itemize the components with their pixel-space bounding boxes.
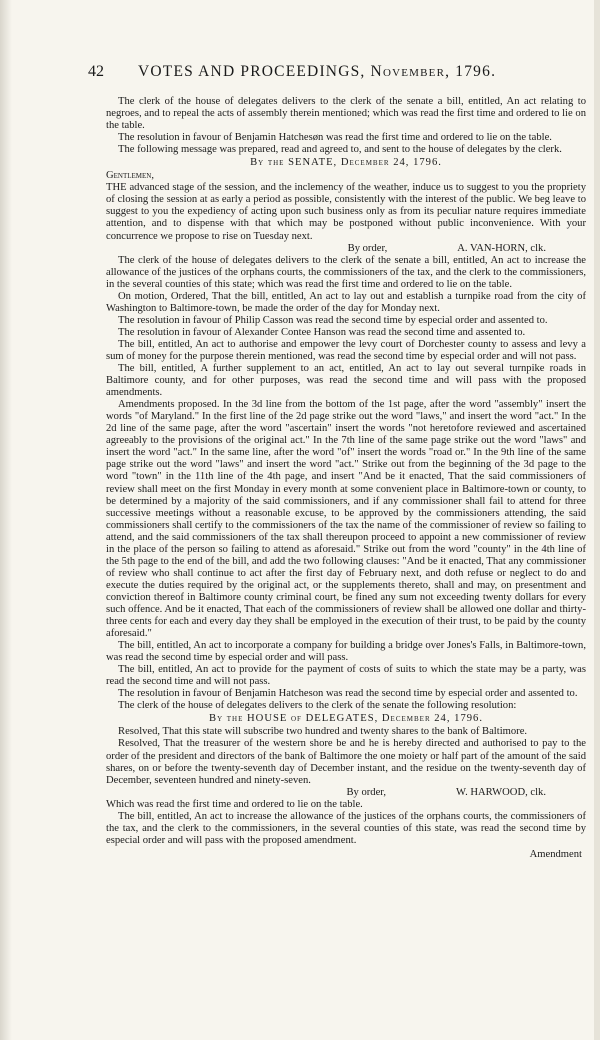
paragraph: The clerk of the house of delegates delivers to the clerk of the senate a bill, entitled, An act relating to negroes, and to repeal the acts of assembly therein mentioned; which was read the first time and ordered to lie on the table. bbox=[106, 96, 586, 132]
signature-order: By order, bbox=[346, 786, 387, 798]
signature-order: By order, bbox=[347, 242, 388, 254]
resolution: Resolved, That the treasurer of the western shore be and he is hereby directed and authorised to pay to the order of the president and directors of the bank of Baltimore the one moiety or half part of the amount of the said shares, on or before the twenty-seventh day of December instant, and the residue on the twenty-seventh day of December, seventeen hundred and ninety-seven. bbox=[106, 738, 586, 786]
signature-delegates bbox=[106, 787, 586, 799]
paragraph: Which was read the first time and ordered to lie on the table. bbox=[106, 798, 363, 810]
amendments-paragraph: Amendments proposed. In the 3d line from the bottom of the 1st page, after the word "assembly" insert the words "of Maryland." In the first line of the 2d page strike out the word "laws," and insert the word "act." In the 2d line of the same page, after the word "ascertain" insert the words "not heretofore reviewed and ascertained agreeably to the provisions of the original act." In the 7th line of the same page strike out the word "laws" and insert the word "act." In the same line, after the word "of" insert the words "road or." In the 9th line of the same page strike out the word "laws" and insert the word "act." Strike out from the beginning of the 3d page to the word "town" in the 11th line of the 4th page, and insert "And be it enacted, That the said commissioners of review shall meet on the first Monday in every month at some convenient place in Baltimore-town or county, to be determined by a majority of the said commissioners, and if any commissioner shall fail to attend for three successive meetings without a reasonable excuse, to be approved by the commissioners attending, the said commissioners shall certify to the commissioners of the tax the name of the commissioner of review so failing to attend, and the said commissioners of the tax shall thereupon proceed to appoint a new commissioner of review in the place of the person so failing to attend as aforesaid." Strike out from the word "county" in the 4th line of the 5th page to the end of the bill, and add the two following clauses: "And be it enacted, That any commissioner of review who shall continue to act after the first day of February next, and doth refuse or neglect to do and execute the duties required by the original act, or the supplements thereto, shall and may, on presentment and conviction thereof in Baltimore county criminal court, be fined any sum not exceeding twenty dollars for every such offence. And be it enacted, That each of the commissioners of review shall be allowed one dollar and thirty-three cents for each and every day they shall be employed in the execution of their trust, to be paid by the county aforesaid." bbox=[106, 399, 586, 640]
paragraph: The following message was prepared, read and agreed to, and sent to the house of delegates by the clerk. bbox=[118, 144, 562, 156]
salutation: Gentlemen, bbox=[106, 170, 155, 182]
paragraph: The bill, entitled, An act to incorporate a company for building a bridge over Jones's Falls, in Baltimore-town, was read the second time by especial order and will pass. bbox=[106, 640, 586, 664]
paragraph: The resolution in favour of Alexander Contee Hanson was read the second time and assented to. bbox=[118, 326, 526, 338]
signature-name: W. HARWOOD, clk. bbox=[456, 786, 546, 798]
paragraph: The resolution in favour of Benjamin Hatchesøn was read the first time and ordered to lie on the table. bbox=[118, 132, 552, 144]
signature-name: A. VAN-HORN, clk. bbox=[457, 242, 546, 254]
paragraph: The resolution in favour of Philip Casson was read the second time by especial order and assented to. bbox=[118, 314, 548, 326]
delegates-heading: By the HOUSE of DELEGATES, December 24, 1796. bbox=[209, 713, 483, 725]
senate-message: THE advanced stage of the session, and the inclemency of the weather, induce us to suggest to you the propriety of closing the session at as early a period as possible, consistently with the interest of the public. We beg leave to suggest to you the expediency of acting upon such business only as from its peculiar nature requires immediate attention, and to dispense with that which may be postponed without public inconvenience. With your concurrence we propose to rise on Tuesday next. bbox=[106, 182, 586, 242]
signature-senate bbox=[106, 243, 586, 255]
page-number: 42 bbox=[88, 63, 104, 80]
resolution: Resolved, That this state will subscribe two hundred and twenty shares to the bank of Baltimore. bbox=[118, 726, 528, 738]
paragraph: The bill, entitled, An act to increase the allowance of the justices of the orphans courts, the commissioners of the tax, and the clerk to the commissioners, in the several counties of this state, was read the second time by especial order and will pass with the proposed amendment. bbox=[106, 810, 586, 846]
document-body bbox=[106, 96, 586, 861]
paragraph: The bill, entitled, An act to authorise and empower the levy court of Dorchester county to assess and levy a sum of money for the purpose therein mentioned, was read the second time by especial order and will not pass. bbox=[106, 338, 586, 362]
catchword: Amendment bbox=[529, 848, 582, 860]
scan-edge-shadow bbox=[0, 0, 12, 1040]
paragraph: The clerk of the house of delegates delivers to the clerk of the senate a bill, entitled, An act to increase the allowance of the justices of the orphans courts, the commissioners of the tax, and the clerk to the commissioners, in the several counties of this state; which was read the first time and ordered to lie on the table. bbox=[106, 254, 586, 290]
running-header bbox=[88, 63, 556, 86]
page-gutter bbox=[594, 0, 600, 1040]
paragraph: The resolution in favour of Benjamin Hatcheson was read the second time by especial order and assented to. bbox=[118, 688, 578, 700]
paragraph: The clerk of the house of delegates delivers to the clerk of the senate the following resolution: bbox=[118, 700, 517, 712]
senate-heading: By the SENATE, December 24, 1796. bbox=[250, 157, 442, 169]
paragraph: The bill, entitled, An act to provide for the payment of costs of suits to which the state may be a party, was read the second time and will not pass. bbox=[106, 664, 586, 688]
paragraph: The bill, entitled, A further supplement to an act, entitled, An act to lay out several turnpike roads in Baltimore county, and for other purposes, was read the second time and will pass with the proposed amendments. bbox=[106, 363, 586, 399]
paragraph: On motion, Ordered, That the bill, entitled, An act to lay out and establish a turnpike road from the city of Washington to Baltimore-town, be made the order of the day for Monday next. bbox=[106, 290, 586, 314]
running-title: VOTES AND PROCEEDINGS, November, 1796. bbox=[138, 63, 497, 80]
